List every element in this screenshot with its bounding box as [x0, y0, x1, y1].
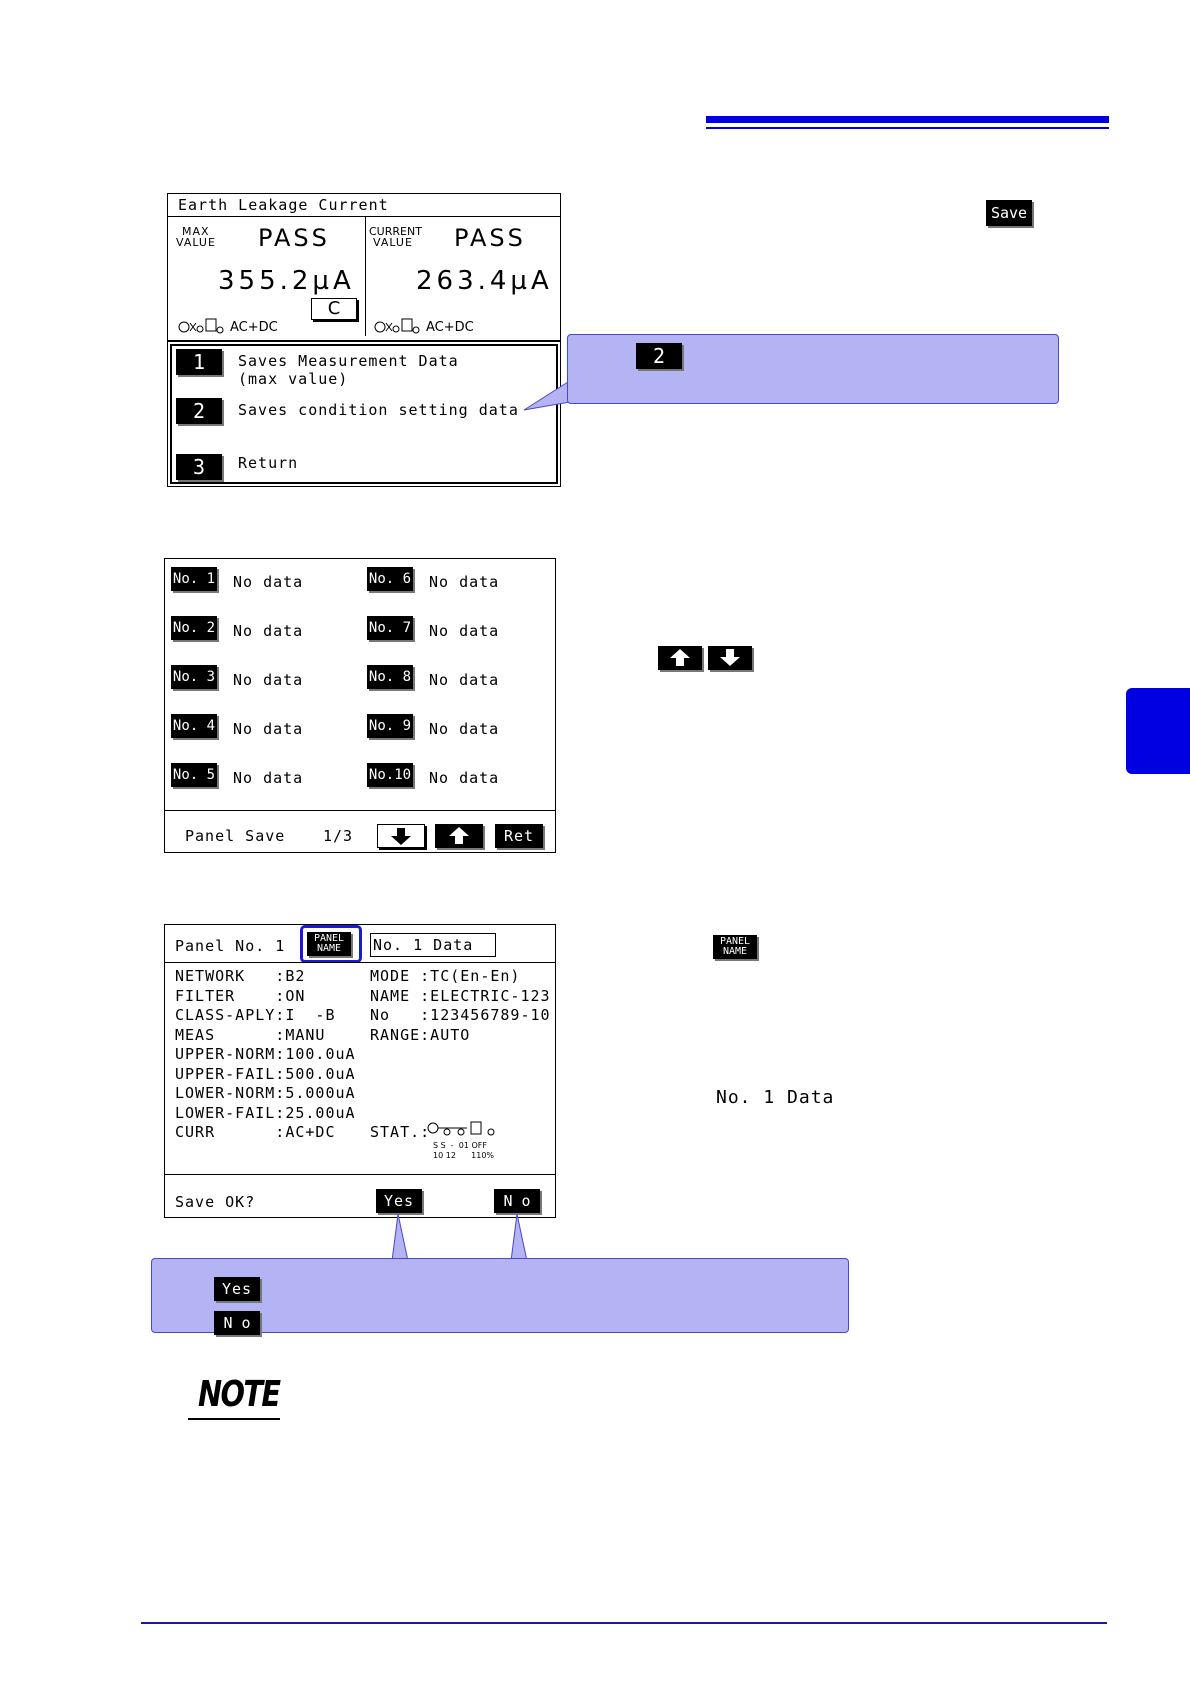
- side-panel-name-line1: PANEL: [719, 936, 751, 947]
- setting-right-2: NAME :ELECTRIC-123: [370, 987, 551, 1005]
- max-label-2: VALUE: [176, 236, 216, 249]
- save-key: Save: [986, 200, 1032, 226]
- value-divider: [365, 216, 366, 336]
- slot-no-3[interactable]: No. 3: [171, 665, 217, 689]
- current-label-1: CURRENT: [369, 225, 422, 238]
- no-button[interactable]: N o: [494, 1189, 540, 1213]
- menu-item-3-line1: Return: [238, 454, 299, 472]
- title-divider: [168, 216, 560, 217]
- setting-left-5: UPPER-NORM:100.0uA: [175, 1045, 356, 1063]
- callout2-pointers: [390, 1212, 540, 1262]
- panel-no-label: Panel No. 1: [175, 937, 286, 955]
- current-label-2: VALUE: [373, 236, 413, 249]
- menu-item-1-line1: Saves Measurement Data: [238, 352, 459, 370]
- setting-left-6: UPPER-FAIL:500.0uA: [175, 1065, 356, 1083]
- max-value: 355.2µA: [218, 266, 355, 296]
- slot-text-6: No data: [429, 573, 500, 591]
- note-mark: NOTE: [198, 1374, 280, 1415]
- callout-1: [567, 334, 1059, 404]
- max-label-1: MAX: [182, 225, 210, 238]
- c-button[interactable]: C: [311, 298, 357, 320]
- panel-name-key[interactable]: [307, 932, 351, 956]
- arrow-down-icon: [390, 828, 412, 846]
- page-up-button[interactable]: [435, 824, 483, 848]
- slot-text-9: No data: [429, 720, 500, 738]
- arrow-up-icon: [669, 649, 691, 667]
- side-name-text: No. 1 Data: [716, 1087, 835, 1108]
- slot-text-10: No data: [429, 769, 500, 787]
- setting-left-3: CLASS-APLY:I -B: [175, 1006, 336, 1024]
- current-value: 263.4µA: [416, 266, 553, 296]
- slot-no-7[interactable]: No. 7: [367, 616, 413, 640]
- screen-save-confirm: [164, 924, 556, 1218]
- prompt-divider: [165, 1174, 555, 1175]
- stat-small-2: 10 12 110%: [433, 1151, 495, 1160]
- stat-label: STAT.:: [370, 1123, 431, 1141]
- menu-item-1-line2: (max value): [238, 370, 349, 388]
- arrow-up-icon: [448, 827, 470, 845]
- callout-no-key: N o: [214, 1311, 260, 1335]
- status-icons-left: [178, 317, 228, 335]
- note-underline: [188, 1418, 280, 1420]
- stat-icons: [427, 1119, 507, 1139]
- stat-small-1: S S - 01 OFF: [433, 1141, 487, 1150]
- menu-key-1[interactable]: 1: [176, 349, 222, 375]
- slot-no-5[interactable]: No. 5: [171, 763, 217, 787]
- slot-no-1[interactable]: No. 1: [171, 567, 217, 591]
- panel-name-key-line1: PANEL: [313, 933, 345, 944]
- up-key: [658, 646, 702, 670]
- page-indicator: 1/3: [323, 827, 354, 845]
- slot-text-8: No data: [429, 671, 500, 689]
- status-acdc-right: AC+DC: [426, 320, 474, 335]
- header-divider: [165, 962, 555, 963]
- name-field[interactable]: No. 1 Data: [370, 933, 496, 957]
- setting-left-4: MEAS :MANU: [175, 1026, 326, 1044]
- current-judge: PASS: [454, 224, 526, 252]
- slot-no-10[interactable]: No.10: [367, 763, 413, 787]
- slot-no-8[interactable]: No. 8: [367, 665, 413, 689]
- callout-yes-key: Yes: [214, 1277, 260, 1301]
- screen-panel-save: [164, 558, 556, 853]
- slot-text-1: No data: [233, 573, 304, 591]
- screen-earth-leakage: [167, 193, 561, 487]
- page-down-button[interactable]: [377, 824, 425, 848]
- header-rule-thin: [706, 127, 1109, 129]
- header-rule-thick: [706, 116, 1109, 123]
- side-panel-name-key: [713, 935, 757, 959]
- footer-label: Panel Save: [185, 827, 286, 845]
- menu-key-2[interactable]: 2: [176, 398, 222, 424]
- slot-text-4: No data: [233, 720, 304, 738]
- setting-left-1: NETWORK :B2: [175, 967, 306, 985]
- menu-key-3[interactable]: 3: [176, 454, 222, 480]
- setting-left-7: LOWER-NORM:5.000uA: [175, 1084, 356, 1102]
- setting-right-4: RANGE:AUTO: [370, 1026, 471, 1044]
- chapter-tab: [1126, 688, 1190, 774]
- arrow-down-icon: [719, 649, 741, 667]
- yes-button[interactable]: Yes: [376, 1189, 422, 1213]
- panel-name-key-line2: NAME: [316, 943, 342, 954]
- slot-text-5: No data: [233, 769, 304, 787]
- slot-text-2: No data: [233, 622, 304, 640]
- save-prompt: Save OK?: [175, 1193, 256, 1211]
- screen-title: Earth Leakage Current: [178, 196, 389, 214]
- setting-right-1: MODE :TC(En-En): [370, 967, 521, 985]
- callout-key-2: 2: [636, 343, 682, 369]
- slot-text-7: No data: [429, 622, 500, 640]
- footer-rule: [141, 1622, 1107, 1624]
- slot-no-4[interactable]: No. 4: [171, 714, 217, 738]
- side-panel-name-line2: NAME: [722, 946, 748, 957]
- value-bottom-rule: [168, 340, 560, 342]
- callout2-cover-top: [394, 1256, 534, 1260]
- down-key: [708, 646, 752, 670]
- callout-2: [151, 1258, 849, 1333]
- slot-no-6[interactable]: No. 6: [367, 567, 413, 591]
- slot-text-3: No data: [233, 671, 304, 689]
- status-icons-right: [374, 317, 424, 335]
- status-acdc-left: AC+DC: [230, 320, 278, 335]
- max-judge: PASS: [258, 224, 330, 252]
- menu-item-2-line1: Saves condition setting data: [238, 401, 519, 419]
- setting-left-9: CURR :AC+DC: [175, 1123, 336, 1141]
- setting-left-8: LOWER-FAIL:25.00uA: [175, 1104, 356, 1122]
- slot-no-2[interactable]: No. 2: [171, 616, 217, 640]
- slot-no-9[interactable]: No. 9: [367, 714, 413, 738]
- ret-button[interactable]: Ret: [495, 824, 543, 848]
- footer-divider: [165, 810, 555, 811]
- setting-left-2: FILTER :ON: [175, 987, 306, 1005]
- setting-right-3: No :123456789-10: [370, 1006, 551, 1024]
